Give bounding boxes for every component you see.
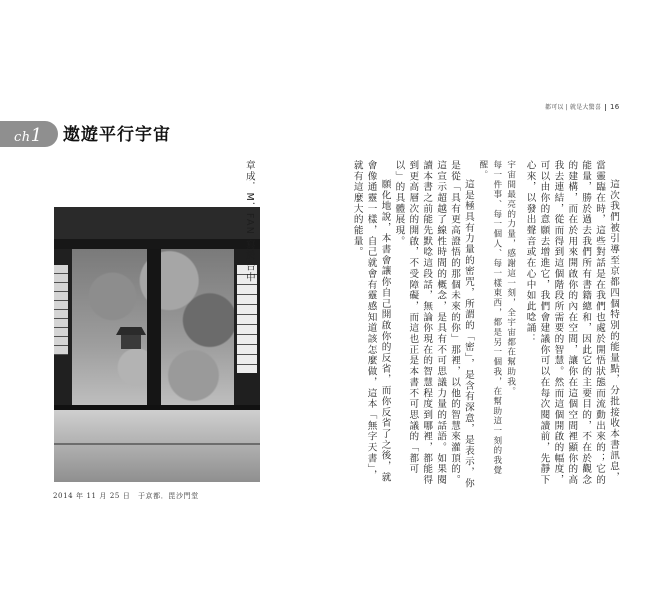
photo-pavilion xyxy=(121,335,141,349)
paragraph-intro: 這次我們被引導至京都四個特別的能量點，分批接收本書訊息，當靈臨在時，這些對話是在我們也處於開悟狀態而流動出來的；它的能量，勝於過去我們所有書籍總和，因此它的主要目的，不在於觀念的建構，而在於用來開啟你的內在空間，讓你在這個空間裡顯你的高我去連結，從而得到這個階段所需要的智慧。然而這個開啟的幅度，可以由你的意願去增進它，我們會建議你可以在每次閱讀前，先靜下心來，以發出聲音或在心中如此唸誦： xyxy=(524,160,619,486)
body-text xyxy=(243,160,620,490)
temple-photo xyxy=(54,207,260,482)
chapter-prefix: ch xyxy=(14,130,31,145)
photo-pillar-center xyxy=(147,249,161,407)
chapter-number xyxy=(14,125,43,146)
mantra-line-2: 每一件事、每一個人、每一樣東西，都是另一個我，在幫助這一刻的我覺醒。 xyxy=(477,160,502,476)
photo-beam xyxy=(54,239,260,249)
chapter-digit: 1 xyxy=(30,125,43,146)
chapter-title: 遨遊平行宇宙 xyxy=(63,125,171,145)
photo-tatami-seam xyxy=(54,443,260,445)
photo-tatami-floor xyxy=(54,410,260,482)
mantra-line-1: 宇宙間最亮的力量，感謝這一刻，全宇宙都在幫助我。 xyxy=(505,160,516,397)
running-header-text: 都可以 | 就是大驚喜 xyxy=(545,104,602,111)
photo-ceiling xyxy=(54,207,260,239)
photo-caption: 2014 年 11 月 25 日 于京都．毘沙門堂 xyxy=(53,492,199,500)
running-header xyxy=(545,102,619,111)
photo-pavilion-roof xyxy=(116,327,146,335)
page-number: 16 xyxy=(610,103,620,111)
photo-shoji-left xyxy=(54,265,68,355)
mantra-quote xyxy=(475,160,517,490)
paragraph-mantra-explanation: 這是極具有力量的密咒，所謂的「密」，是含有深意，是表示，你是從「具有更高證悟的那個未來的你」那裡，以他的智慧來灌頂的。這宣示超越了線性時間的概念，是具有不可思議力量的話語。如果閱讀本書之前能先默唸這段話，無論你現在的智慧程度到哪裡，都能得到更高層次的開啟，不受障礙，而這也正是本書不可思議的「都可以」的具體展現。 xyxy=(393,160,474,490)
header-divider xyxy=(605,104,606,111)
paragraph-closing: 願化地說，本書會讓你自己開啟你的反省，而你反省了之後，就會像通靈一樣，自己就會有靈感知道該怎麼做，這本「無字天書」，就有這麼大的能量。 xyxy=(351,160,391,483)
author-signature: 章成．M．FAN 寫於台中 xyxy=(243,160,255,283)
